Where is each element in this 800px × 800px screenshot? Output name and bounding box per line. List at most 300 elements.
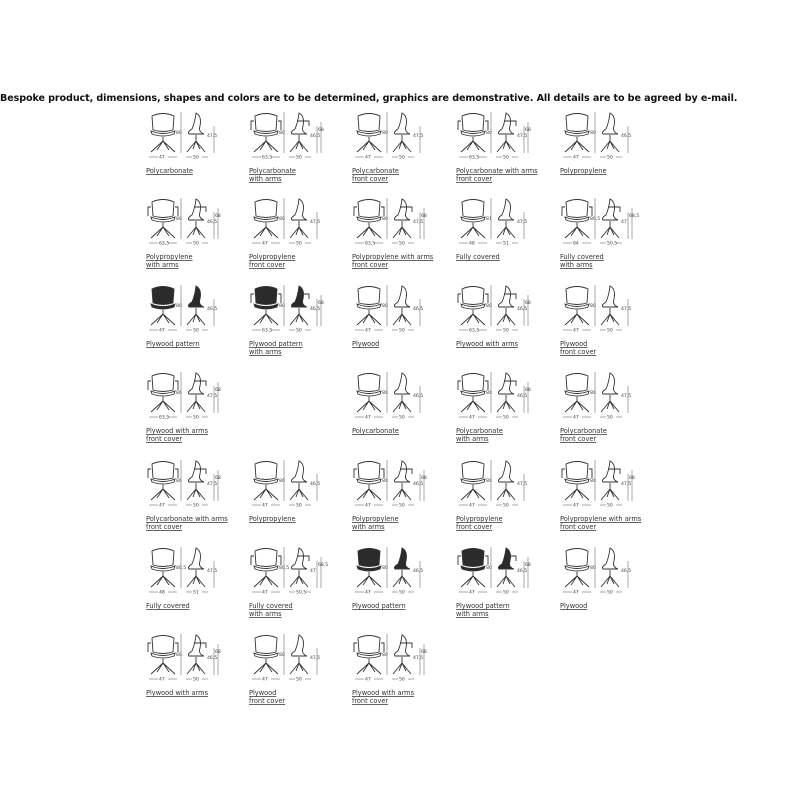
chair-variant-card bbox=[456, 283, 556, 363]
seat-height-label: 47,5 bbox=[207, 569, 218, 574]
chair-side-base bbox=[497, 395, 515, 412]
chair-backrest bbox=[152, 114, 174, 132]
chair-base bbox=[357, 137, 381, 152]
arm-height-label: 68 bbox=[421, 650, 427, 655]
chair-variant-caption[interactable] bbox=[560, 254, 664, 269]
chair-shell-profile bbox=[602, 286, 618, 307]
chair-side-base bbox=[187, 308, 205, 325]
caption-line: Plywood pattern bbox=[352, 602, 406, 610]
chair-front-view bbox=[252, 198, 285, 247]
chair-front-view bbox=[563, 547, 596, 596]
chair-shell-profile bbox=[394, 199, 410, 220]
chair-backrest bbox=[255, 200, 277, 218]
chair-base bbox=[357, 572, 381, 587]
seat-height-label: 47,5 bbox=[517, 482, 528, 487]
chair-side-view bbox=[600, 548, 631, 596]
caption-line: Polycarbonate with arms bbox=[146, 515, 228, 523]
chair-variant-caption[interactable] bbox=[249, 516, 353, 524]
chair-shell-profile bbox=[188, 113, 204, 134]
caption-line: Polycarbonate bbox=[249, 167, 296, 175]
chair-variant-card bbox=[146, 632, 246, 712]
depth-dim-label: 50 bbox=[193, 328, 199, 334]
chair-backrest bbox=[255, 462, 277, 480]
seat-height-label: 46,5 bbox=[310, 307, 321, 312]
caption-line: Polycarbonate bbox=[352, 427, 399, 435]
chair-variant-caption[interactable] bbox=[352, 516, 456, 531]
chair-base bbox=[254, 485, 278, 500]
chair-backrest bbox=[152, 374, 174, 392]
depth-dim-label: 50 bbox=[399, 155, 405, 161]
chair-variant-caption[interactable] bbox=[560, 168, 664, 176]
width-dim-label: 47 bbox=[365, 590, 371, 596]
chair-shell-profile bbox=[188, 286, 204, 307]
chair-variant-caption[interactable] bbox=[456, 516, 560, 531]
chair-side-view bbox=[186, 461, 221, 509]
width-dim-label: 47 bbox=[159, 677, 165, 683]
width-dim-label: 47 bbox=[469, 503, 475, 509]
chair-side-view bbox=[600, 286, 631, 334]
chair-shell-profile bbox=[394, 635, 410, 656]
chair-front-view bbox=[148, 460, 182, 509]
chair-shell-profile bbox=[498, 461, 514, 482]
chair-side-base bbox=[393, 135, 411, 152]
chair-variant-caption[interactable] bbox=[146, 254, 250, 269]
chair-variant-caption[interactable] bbox=[249, 254, 353, 269]
seat-height-label: 46,5 bbox=[517, 394, 528, 399]
chair-shell-profile bbox=[602, 461, 618, 482]
caption-line: front cover bbox=[249, 696, 286, 705]
chair-variant-caption[interactable] bbox=[249, 341, 353, 356]
chair-front-view bbox=[354, 634, 388, 683]
chair-side-base bbox=[497, 135, 515, 152]
chair-front-view bbox=[355, 372, 388, 421]
chair-backrest bbox=[462, 114, 484, 132]
chair-front-view bbox=[148, 198, 182, 247]
chair-variant-caption[interactable] bbox=[352, 254, 456, 269]
chair-side-base bbox=[497, 570, 515, 587]
depth-dim-label: 50 bbox=[296, 241, 302, 247]
seat-height-label: 46,5 bbox=[621, 134, 632, 139]
chair-front-view bbox=[149, 547, 186, 596]
width-dim-label: 47 bbox=[573, 155, 579, 161]
width-dim-label: 63,5 bbox=[469, 155, 480, 161]
chair-shell-profile bbox=[602, 113, 618, 134]
chair-variant-caption[interactable] bbox=[249, 168, 353, 183]
chair-variant-card bbox=[249, 458, 349, 538]
chair-variant-caption[interactable] bbox=[560, 428, 664, 443]
chair-front-view bbox=[459, 198, 492, 247]
height-dim-label: 80 bbox=[486, 479, 492, 484]
height-dim-label: 80 bbox=[279, 653, 285, 658]
caption-line: Plywood bbox=[560, 602, 588, 610]
chair-technical-drawing bbox=[456, 458, 556, 516]
chair-technical-drawing bbox=[560, 370, 660, 428]
seat-height-label: 46,5 bbox=[413, 569, 424, 574]
chair-side-view bbox=[289, 286, 324, 334]
chair-side-view bbox=[392, 373, 423, 421]
width-dim-label: 47 bbox=[262, 241, 268, 247]
chair-variant-caption[interactable] bbox=[352, 168, 456, 183]
chair-variant-card bbox=[456, 545, 556, 625]
chair-front-view bbox=[355, 285, 388, 334]
chair-front-view bbox=[458, 285, 492, 334]
chair-variant-card bbox=[352, 283, 452, 363]
chair-technical-drawing bbox=[146, 545, 246, 603]
caption-line: Plywood pattern bbox=[249, 340, 303, 348]
chair-side-view bbox=[186, 373, 221, 421]
chair-technical-drawing bbox=[146, 283, 246, 341]
chair-technical-drawing bbox=[352, 632, 452, 690]
arm-height-label: 68 bbox=[421, 214, 427, 219]
seat-height-label: 47,5 bbox=[621, 307, 632, 312]
chair-technical-drawing bbox=[249, 283, 349, 341]
chair-backrest bbox=[255, 114, 277, 132]
chair-variant-card bbox=[146, 110, 246, 190]
chair-side-view bbox=[392, 548, 423, 596]
chair-backrest bbox=[566, 200, 588, 218]
chair-technical-drawing bbox=[146, 110, 246, 168]
seat-height-label: 47,5 bbox=[310, 220, 321, 225]
chair-shell-profile bbox=[291, 286, 307, 307]
width-dim-label: 63,5 bbox=[159, 241, 170, 247]
height-dim-label: 80,5 bbox=[279, 566, 290, 571]
arm-height-label: 68 bbox=[525, 128, 531, 133]
chair-base bbox=[565, 397, 589, 412]
height-dim-label: 80 bbox=[176, 131, 182, 136]
chair-shell-profile bbox=[498, 113, 514, 134]
chair-base bbox=[565, 223, 589, 238]
chair-variant-caption[interactable] bbox=[456, 254, 560, 262]
width-dim-label: 47 bbox=[365, 155, 371, 161]
depth-dim-label: 51 bbox=[193, 590, 199, 596]
width-dim-label: 63,5 bbox=[469, 328, 480, 334]
chair-variant-card bbox=[456, 370, 556, 450]
depth-dim-label: 50 bbox=[193, 677, 199, 683]
height-dim-label: 80 bbox=[279, 131, 285, 136]
caption-line: Polypropylene bbox=[560, 167, 607, 175]
seat-height-label: 47,5 bbox=[621, 482, 632, 487]
seat-height-label: 47 bbox=[621, 220, 627, 225]
depth-dim-label: 50 bbox=[503, 328, 509, 334]
chair-side-base bbox=[290, 657, 308, 674]
chair-front-view bbox=[252, 460, 285, 509]
depth-dim-label: 50 bbox=[399, 677, 405, 683]
chair-front-view bbox=[562, 460, 596, 509]
width-dim-label: 47 bbox=[159, 155, 165, 161]
depth-dim-label: 50,5 bbox=[607, 241, 618, 247]
chair-side-view bbox=[600, 113, 631, 161]
chair-base bbox=[254, 223, 278, 238]
width-dim-label: 47 bbox=[159, 328, 165, 334]
chair-variant-card bbox=[560, 458, 660, 538]
caption-line: Plywood with arms bbox=[456, 340, 519, 348]
chair-side-base bbox=[601, 570, 619, 587]
chair-side-base bbox=[497, 221, 515, 238]
chair-base bbox=[151, 572, 175, 587]
chair-side-base bbox=[393, 221, 411, 238]
arm-height-label: 68 bbox=[421, 476, 427, 481]
chair-backrest bbox=[462, 200, 484, 218]
caption-line: Fully covered bbox=[146, 602, 190, 610]
depth-dim-label: 50 bbox=[607, 503, 613, 509]
width-dim-label: 48 bbox=[469, 241, 475, 247]
caption-line: Polypropylene with arms bbox=[352, 253, 434, 261]
chair-front-view bbox=[252, 634, 285, 683]
chair-side-view bbox=[496, 113, 531, 161]
chair-variant-card bbox=[249, 110, 349, 190]
chair-base bbox=[151, 485, 175, 500]
chair-side-base bbox=[187, 221, 205, 238]
arm-height-label: 68 bbox=[525, 301, 531, 306]
chair-side-base bbox=[601, 395, 619, 412]
caption-line: Polypropylene bbox=[352, 515, 399, 523]
chair-variant-card bbox=[560, 545, 660, 625]
chair-base bbox=[357, 485, 381, 500]
arm-height-label: 68 bbox=[525, 388, 531, 393]
chair-backrest bbox=[566, 549, 588, 567]
chair-variant-caption[interactable] bbox=[352, 690, 456, 705]
chair-base bbox=[254, 572, 278, 587]
seat-height-label: 47,5 bbox=[517, 220, 528, 225]
chair-variant-caption[interactable] bbox=[146, 168, 250, 176]
chair-side-view bbox=[496, 286, 531, 334]
width-dim-label: 47 bbox=[262, 590, 268, 596]
chair-base bbox=[357, 397, 381, 412]
depth-dim-label: 50 bbox=[193, 415, 199, 421]
chair-variant-caption[interactable] bbox=[456, 341, 560, 349]
chair-variant-card bbox=[146, 370, 246, 450]
width-dim-label: 63,5 bbox=[365, 241, 376, 247]
chair-variant-card bbox=[146, 196, 246, 276]
height-dim-label: 80 bbox=[176, 217, 182, 222]
depth-dim-label: 51 bbox=[503, 241, 509, 247]
chair-shell-profile bbox=[291, 548, 307, 569]
depth-dim-label: 50 bbox=[503, 590, 509, 596]
chair-shell-profile bbox=[498, 286, 514, 307]
depth-dim-label: 50,5 bbox=[296, 590, 307, 596]
chair-variant-caption[interactable] bbox=[352, 341, 456, 349]
chair-backrest bbox=[152, 636, 174, 654]
chair-backrest bbox=[152, 462, 174, 480]
depth-dim-label: 50 bbox=[296, 328, 302, 334]
depth-dim-label: 50 bbox=[296, 155, 302, 161]
height-dim-label: 80 bbox=[486, 131, 492, 136]
chair-technical-drawing bbox=[352, 370, 452, 428]
chair-shell-profile bbox=[291, 113, 307, 134]
height-dim-label: 80 bbox=[382, 217, 388, 222]
width-dim-label: 47 bbox=[573, 328, 579, 334]
chair-variant-caption[interactable] bbox=[456, 168, 560, 183]
depth-dim-label: 50 bbox=[399, 415, 405, 421]
chair-shell-profile bbox=[394, 461, 410, 482]
chair-shell-profile bbox=[188, 461, 204, 482]
chair-side-view bbox=[289, 199, 320, 247]
chair-base bbox=[151, 397, 175, 412]
chair-base bbox=[461, 310, 485, 325]
chair-variant-caption[interactable] bbox=[249, 603, 353, 618]
height-dim-label: 80 bbox=[486, 391, 492, 396]
chair-shell-profile bbox=[188, 635, 204, 656]
chair-variant-card bbox=[456, 458, 556, 538]
chair-variant-caption[interactable] bbox=[456, 428, 560, 443]
caption-line: front cover bbox=[352, 260, 389, 269]
chair-side-view bbox=[392, 635, 427, 683]
width-dim-label: 47 bbox=[159, 503, 165, 509]
seat-height-label: 46,5 bbox=[413, 482, 424, 487]
chair-variant-card bbox=[456, 196, 556, 276]
arm-height-label: 68 bbox=[629, 476, 635, 481]
chair-front-view bbox=[355, 547, 388, 596]
chair-side-base bbox=[393, 395, 411, 412]
caption-line: Polycarbonate bbox=[146, 167, 193, 175]
chair-shell-profile bbox=[394, 373, 410, 394]
chair-front-view bbox=[149, 285, 182, 334]
chair-backrest bbox=[358, 462, 380, 480]
chair-side-view bbox=[186, 113, 217, 161]
height-dim-label: 80 bbox=[486, 566, 492, 571]
chair-technical-drawing bbox=[249, 196, 349, 254]
depth-dim-label: 50 bbox=[607, 155, 613, 161]
chair-side-base bbox=[601, 483, 619, 500]
chair-variant-caption[interactable] bbox=[146, 516, 250, 531]
height-dim-label: 80,5 bbox=[590, 217, 601, 222]
caption-line: Polycarbonate bbox=[352, 167, 399, 175]
disclaimer-text: Bespoke product, dimensions, shapes and colors are to be determined, graphics are demonstrative. All details are to be agreed by e-mail. bbox=[0, 93, 738, 104]
chair-variant-caption[interactable] bbox=[146, 341, 250, 349]
arm-height-label: 68 bbox=[318, 128, 324, 133]
chair-front-view bbox=[562, 198, 600, 247]
seat-height-label: 47,5 bbox=[207, 134, 218, 139]
width-dim-label: 47 bbox=[365, 328, 371, 334]
seat-height-label: 46,5 bbox=[621, 569, 632, 574]
chair-technical-drawing bbox=[146, 632, 246, 690]
chair-variant-caption[interactable] bbox=[560, 341, 664, 356]
seat-height-label: 46,5 bbox=[413, 394, 424, 399]
width-dim-label: 47 bbox=[469, 590, 475, 596]
chair-side-base bbox=[187, 135, 205, 152]
caption-line: Polypropylene with arms bbox=[560, 515, 642, 523]
chair-base bbox=[565, 485, 589, 500]
chair-shell-profile bbox=[602, 199, 618, 220]
chair-side-view bbox=[496, 461, 527, 509]
caption-line: with arms bbox=[146, 260, 179, 269]
chair-variant-caption[interactable] bbox=[456, 603, 560, 618]
chair-variant-caption[interactable] bbox=[352, 428, 456, 436]
chair-variant-caption[interactable] bbox=[146, 690, 250, 698]
caption-line: front cover bbox=[456, 174, 493, 183]
chair-side-view bbox=[600, 373, 631, 421]
chair-front-view bbox=[148, 372, 182, 421]
arm-height-label: 68,5 bbox=[318, 563, 329, 568]
chair-variant-caption[interactable] bbox=[560, 603, 664, 611]
height-dim-label: 80 bbox=[382, 653, 388, 658]
caption-line: Fully covered bbox=[249, 602, 293, 610]
chair-base bbox=[151, 659, 175, 674]
chair-variant-caption[interactable] bbox=[560, 516, 664, 531]
chair-backrest bbox=[358, 287, 380, 305]
chair-base bbox=[461, 485, 485, 500]
chair-backrest bbox=[462, 287, 484, 305]
width-dim-label: 47 bbox=[262, 677, 268, 683]
seat-height-label: 47,5 bbox=[413, 656, 424, 661]
chair-side-view bbox=[392, 461, 427, 509]
arm-height-label: 68 bbox=[215, 650, 221, 655]
chair-variant-caption[interactable] bbox=[146, 603, 250, 611]
seat-height-label: 47 bbox=[310, 569, 316, 574]
chair-base bbox=[357, 223, 381, 238]
caption-line: front cover bbox=[560, 522, 597, 531]
chair-side-view bbox=[186, 199, 221, 247]
seat-height-label: 47,5 bbox=[413, 220, 424, 225]
chair-variant-card bbox=[146, 283, 246, 363]
chair-front-view bbox=[149, 112, 182, 161]
chair-technical-drawing bbox=[456, 196, 556, 254]
height-dim-label: 80 bbox=[382, 566, 388, 571]
chair-side-view bbox=[392, 199, 427, 247]
chair-side-view bbox=[496, 199, 527, 247]
chair-shell-profile bbox=[188, 373, 204, 394]
chair-base bbox=[151, 310, 175, 325]
caption-line: Plywood pattern bbox=[146, 340, 200, 348]
chair-variant-card bbox=[352, 632, 452, 712]
chair-variant-card bbox=[560, 196, 660, 276]
chair-front-view bbox=[458, 372, 492, 421]
chair-side-base bbox=[187, 483, 205, 500]
height-dim-label: 80 bbox=[486, 304, 492, 309]
seat-height-label: 46,5 bbox=[517, 569, 528, 574]
chair-technical-drawing bbox=[352, 196, 452, 254]
chair-variant-card bbox=[249, 196, 349, 276]
chair-front-view bbox=[251, 112, 285, 161]
chair-variant-caption[interactable] bbox=[249, 690, 353, 705]
chair-backrest bbox=[566, 462, 588, 480]
chair-shell-profile bbox=[498, 373, 514, 394]
chair-shell-profile bbox=[498, 548, 514, 569]
chair-variant-card bbox=[249, 283, 349, 363]
chair-side-base bbox=[393, 308, 411, 325]
caption-line: Fully covered bbox=[560, 253, 604, 261]
chair-backrest bbox=[358, 374, 380, 392]
chair-shell-profile bbox=[602, 373, 618, 394]
height-dim-label: 80 bbox=[382, 304, 388, 309]
chair-side-base bbox=[290, 135, 308, 152]
chair-technical-drawing bbox=[560, 196, 660, 254]
arm-height-label: 68 bbox=[215, 214, 221, 219]
depth-dim-label: 50 bbox=[296, 503, 302, 509]
chair-side-view bbox=[186, 635, 221, 683]
chair-variant-caption[interactable] bbox=[352, 603, 456, 611]
chair-side-base bbox=[290, 570, 308, 587]
chair-variant-card bbox=[560, 110, 660, 190]
chair-variant-card bbox=[560, 283, 660, 363]
chair-side-base bbox=[187, 657, 205, 674]
height-dim-label: 81 bbox=[486, 217, 492, 222]
width-dim-label: 47 bbox=[365, 503, 371, 509]
chair-front-view bbox=[563, 112, 596, 161]
height-dim-label: 80 bbox=[279, 479, 285, 484]
caption-line: front cover bbox=[560, 434, 597, 443]
depth-dim-label: 50 bbox=[193, 503, 199, 509]
caption-line: Polycarbonate with arms bbox=[456, 167, 538, 175]
chair-backrest bbox=[566, 114, 588, 132]
chair-variant-card bbox=[352, 196, 452, 276]
chair-variant-caption[interactable] bbox=[146, 428, 250, 443]
chair-variant-card bbox=[146, 458, 246, 538]
chair-variant-card bbox=[352, 545, 452, 625]
chair-shell-profile bbox=[188, 548, 204, 569]
chair-technical-drawing bbox=[249, 545, 349, 603]
caption-line: Polypropylene bbox=[249, 515, 296, 523]
